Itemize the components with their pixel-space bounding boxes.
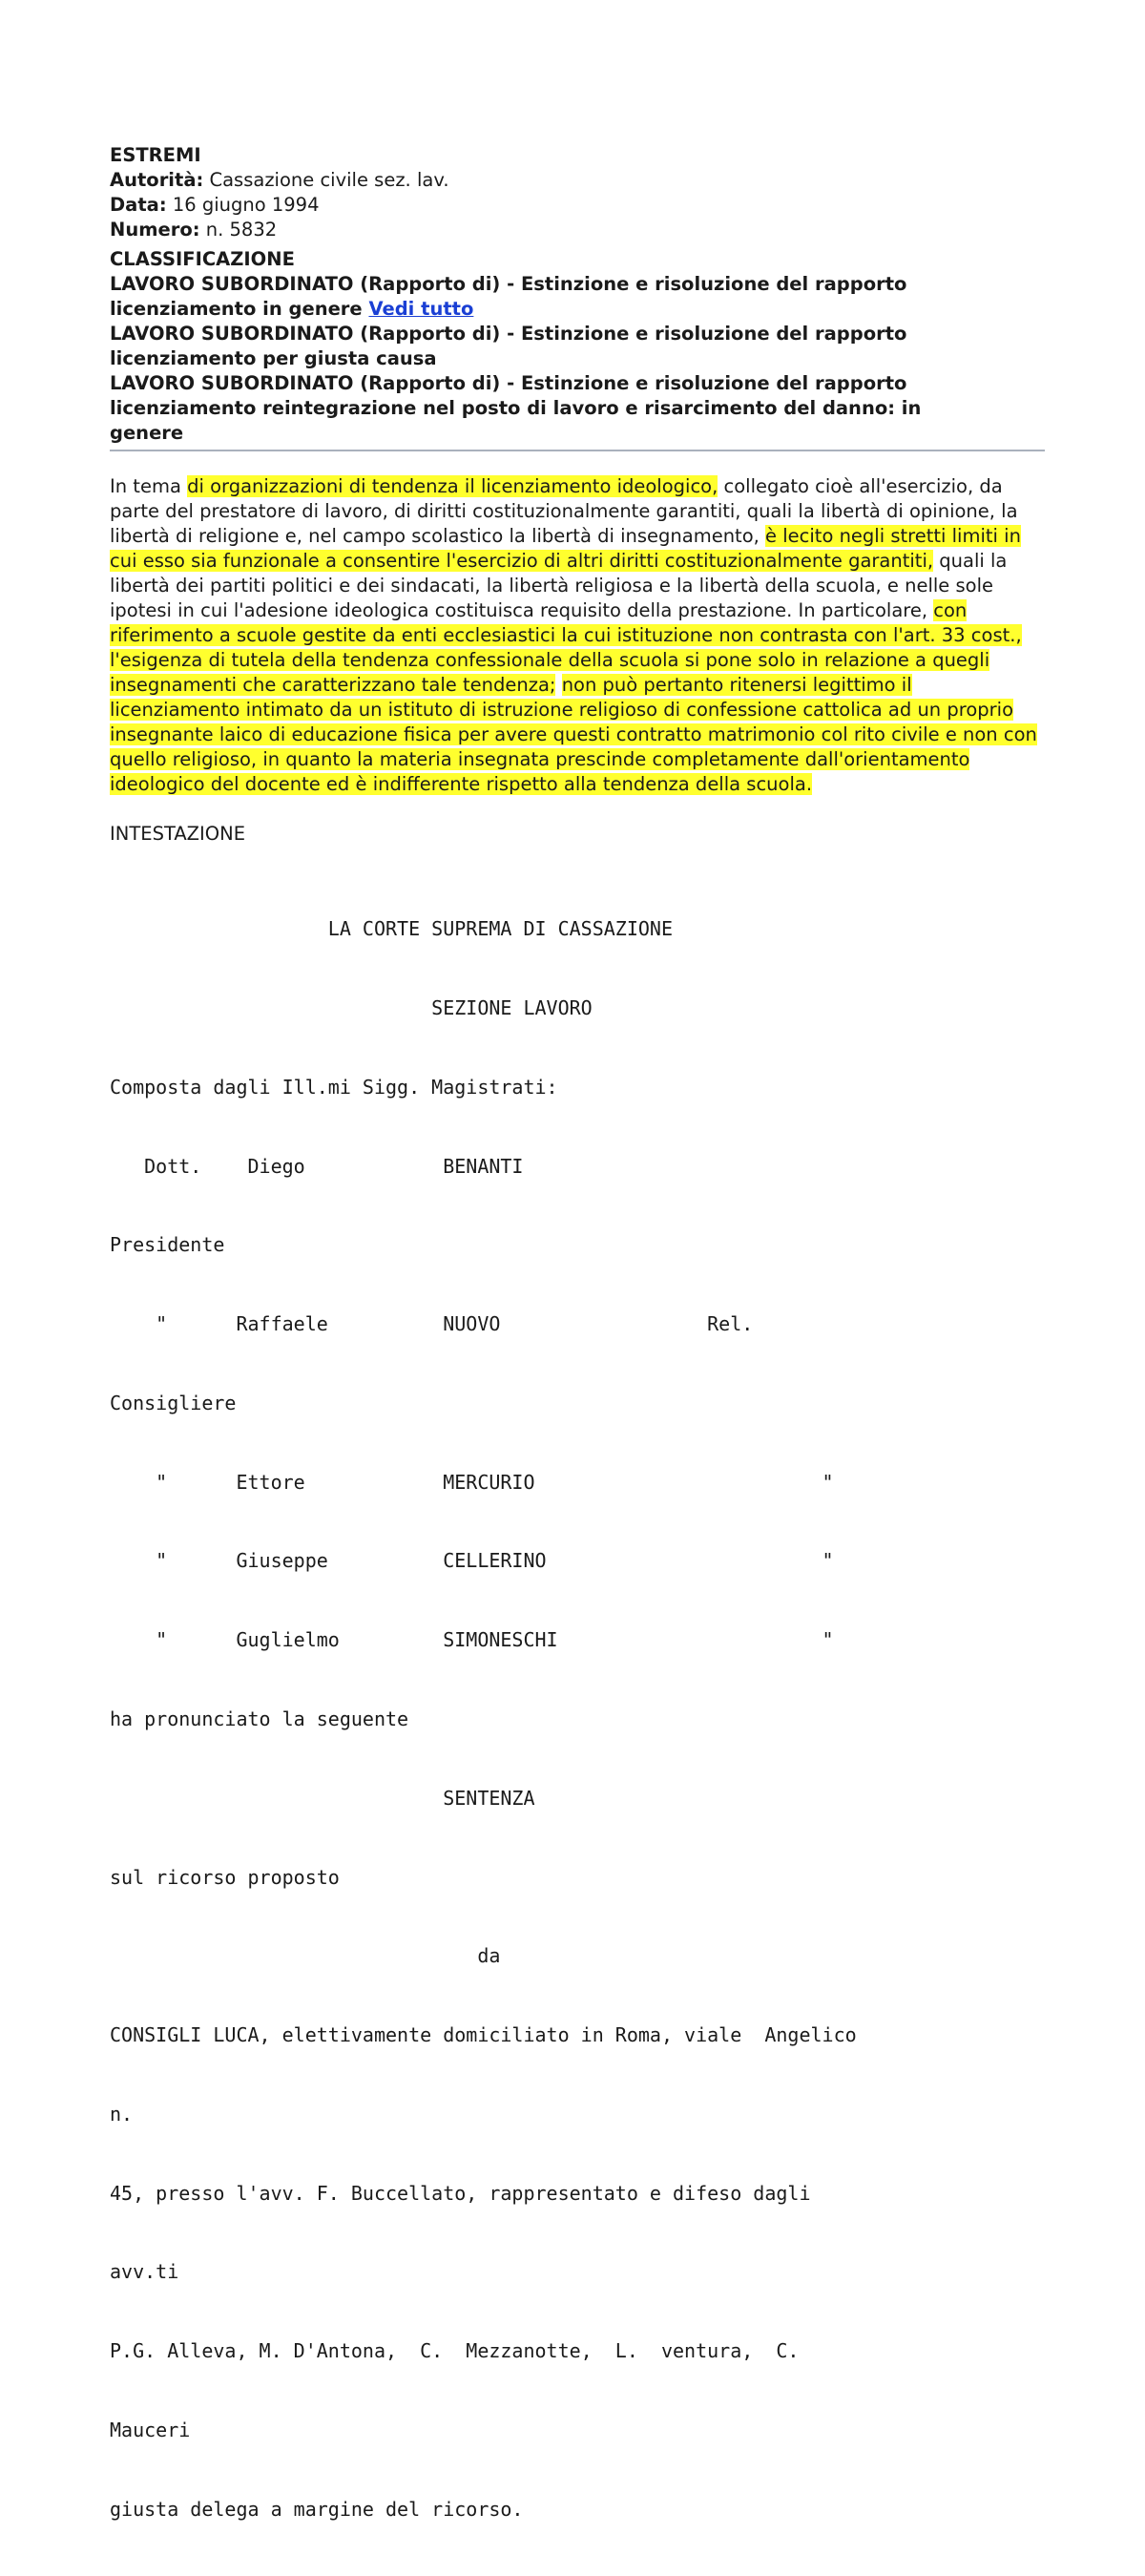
vedi-tutto-link[interactable]: Vedi tutto — [368, 298, 474, 320]
intestazione-body — [110, 864, 1045, 2576]
estremi-section — [110, 143, 1045, 242]
intestazione-title: INTESTAZIONE — [110, 823, 246, 845]
intestazione-line: Mauceri — [110, 2419, 191, 2442]
intestazione-line: CONSIGLI LUCA, elettivamente domiciliato in Roma, viale Angelico — [110, 2023, 857, 2047]
intestazione-line: Dott. Diego BENANTI — [110, 1154, 524, 1178]
intestazione-line: avv.ti — [110, 2260, 179, 2284]
intestazione-line: Composta dagli Ill.mi Sigg. Magistrati: — [110, 1075, 558, 1099]
massima-text — [555, 674, 561, 696]
data-row — [110, 193, 1045, 218]
classification-line: LAVORO SUBORDINATO (Rapporto di) - Estinzione e risoluzione del rapporto — [110, 323, 907, 345]
numero-value: n. 5832 — [205, 219, 278, 241]
estremi-title: ESTREMI — [110, 144, 201, 166]
numero-row — [110, 218, 1045, 242]
autorita-value: Cassazione civile sez. lav. — [209, 169, 449, 191]
intestazione-line: 45, presso l'avv. F. Buccellato, rappresentato e difeso dagli — [110, 2181, 811, 2205]
classification-subline — [110, 297, 1045, 322]
classification-line: LAVORO SUBORDINATO (Rapporto di) - Estinzione e risoluzione del rapporto — [110, 372, 907, 394]
numero-label: Numero: — [110, 219, 200, 241]
classificazione-section — [110, 247, 1045, 446]
highlighted-text: è lecito negli stretti limiti in cui esso sia funzionale a consentire l'esercizio di altri diritti costituzionalmente garantiti, — [110, 525, 1021, 572]
classificazione-title: CLASSIFICAZIONE — [110, 248, 295, 270]
document-page — [110, 143, 1045, 2576]
highlighted-text: di organizzazioni di tendenza il licenziamento ideologico, — [187, 475, 718, 497]
massima-text: collegato cioè all'esercizio, da parte del prestatore di lavoro, di diritti costituzionalmente garantiti, quali la libertà di opinione, la libertà di religione e, nel campo scolastico la libertà di insegnamento, — [110, 475, 1018, 547]
autorita-label: Autorità: — [110, 169, 204, 191]
intestazione-line: SENTENZA — [110, 1786, 535, 1810]
highlighted-text: non può pertanto ritenersi legittimo il licenziamento intimato da un istituto di istruzione religioso di confessione cattolica ad un proprio insegnante laico di educazione fisica per avere questi contratto matrimonio col rito civile e non con quello religioso, in quanto la materia insegnata prescinde completamente dall'orientamento ideologico del docente ed è indifferente rispetto alla tendenza della scuola. — [110, 674, 1037, 795]
intestazione-line: " Raffaele NUOVO Rel. — [110, 1312, 754, 1336]
classification-subline: licenziamento per giusta causa — [110, 347, 437, 369]
intestazione-line: " Ettore MERCURIO " — [110, 1470, 834, 1494]
intestazione-line: " Giuseppe CELLERINO " — [110, 1549, 834, 1573]
classification-subline: genere — [110, 422, 184, 444]
massima-text: quali la libertà dei partiti politici e dei sindacati, la libertà religiosa e la libertà della scuola, e nelle sole ipotesi in cui l'adesione ideologica costituisca requisito della prestazione. In particolare, — [110, 550, 1008, 621]
highlighted-text: con riferimento a scuole gestite da enti ecclesiastici la cui istituzione non contrasta con l'art. 33 cost., l'esigenza di tutela della tendenza confessionale della scuola si pone solo in relazione a quegli insegnamenti che caratterizzano tale tendenza; — [110, 599, 1022, 696]
intestazione-line: sul ricorso proposto — [110, 1865, 340, 1889]
intestazione-line: ha pronunciato la seguente — [110, 1707, 409, 1730]
massima-text: In tema — [110, 475, 188, 497]
intestazione-line: giusta delega a margine del ricorso. — [110, 2497, 524, 2521]
massima-paragraph — [110, 474, 1045, 797]
section-divider — [110, 450, 1045, 451]
classification-subline: licenziamento reintegrazione nel posto di lavoro e risarcimento del danno: in — [110, 397, 922, 419]
intestazione-line: da — [110, 1944, 501, 1968]
intestazione-line: n. — [110, 2102, 134, 2126]
intestazione-line: " Guglielmo SIMONESCHI " — [110, 1628, 834, 1652]
intestazione-line: P.G. Alleva, M. D'Antona, C. Mezzanotte, L. ventura, C. — [110, 2339, 800, 2363]
autorita-row — [110, 168, 1045, 193]
intestazione-line: Consigliere — [110, 1391, 237, 1414]
data-value: 16 giugno 1994 — [172, 194, 320, 216]
data-label: Data: — [110, 194, 167, 216]
intestazione-line: Presidente — [110, 1233, 225, 1257]
intestazione-line: SEZIONE LAVORO — [110, 995, 593, 1019]
intestazione-line: LA CORTE SUPREMA DI CASSAZIONE — [110, 917, 674, 941]
classification-subline-text: licenziamento in genere — [110, 298, 363, 320]
classification-line: LAVORO SUBORDINATO (Rapporto di) - Estinzione e risoluzione del rapporto — [110, 273, 907, 295]
